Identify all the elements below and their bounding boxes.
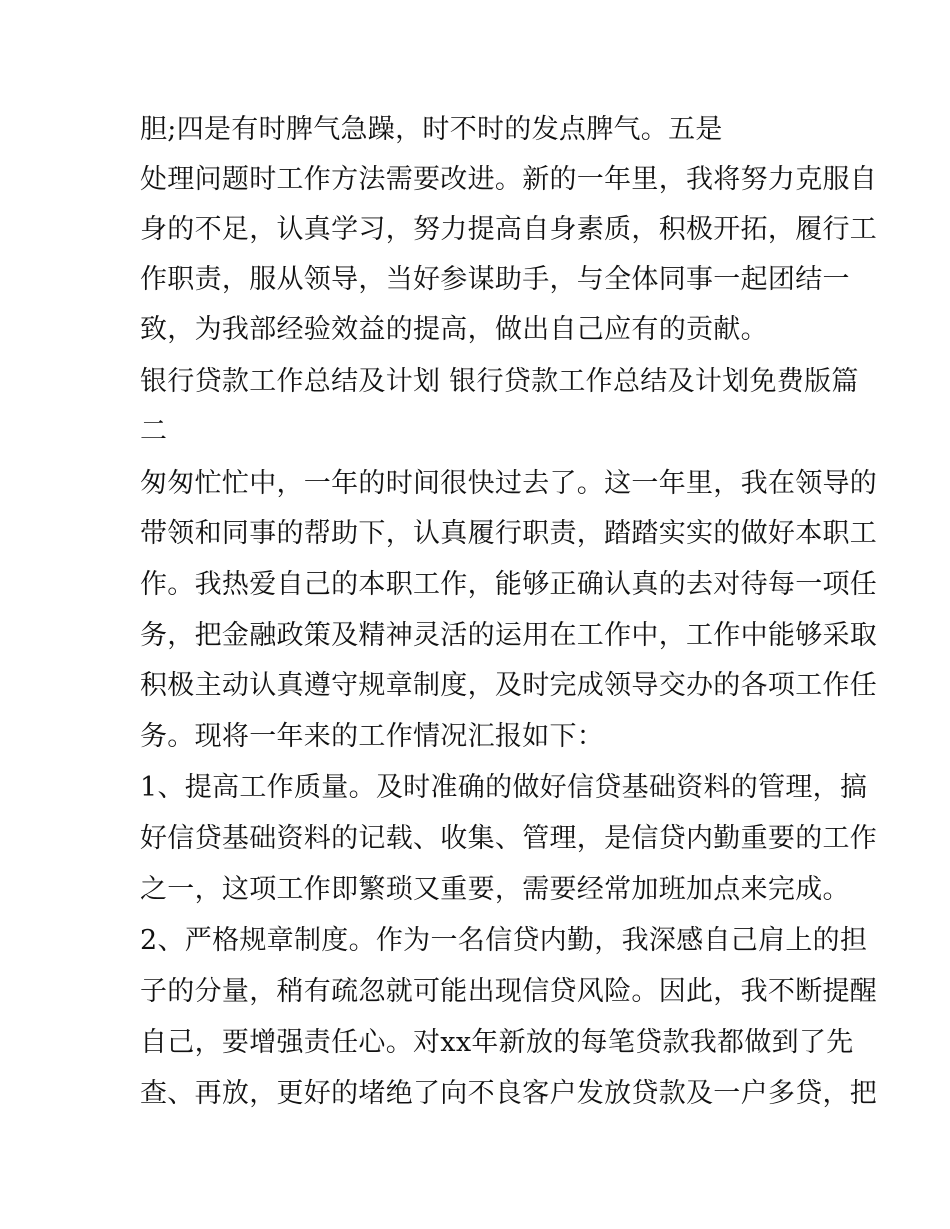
text-line-19: 自己，要增强责任心。对xx年新放的每笔贷款我都做到了先 (140, 1027, 854, 1058)
text-line-20: 查、再放，更好的堵绝了向不良客户发放贷款及一户多贷，把 (140, 1078, 878, 1109)
text-line-3: 身的不足，认真学习，努力提高自身素质，积极开拓，履行工 (140, 214, 878, 245)
text-line-1: 胆;四是有时脾气急躁，时不时的发点脾气。五是 (140, 114, 723, 145)
text-line-12: 积极主动认真遵守规章制度，及时完成领导交办的各项工作任 (140, 670, 878, 701)
text-line-5: 致，为我部经验效益的提高，做出自己应有的贡献。 (140, 314, 768, 345)
heading-line-1: 银行贷款工作总结及计划 银行贷款工作总结及计划免费版篇 (140, 366, 859, 397)
text-line-16: 之一，这项工作即繁琐又重要，需要经常加班加点来完成。 (140, 874, 850, 905)
text-line-14: 1、提高工作质量。及时准确的做好信贷基础资料的管理，搞 (140, 772, 868, 803)
text-line-4: 作职责，服从领导，当好参谋助手，与全体同事一起团结一 (140, 264, 850, 295)
text-line-10: 作。我热爱自己的本职工作，能够正确认真的去对待每一项任 (140, 569, 878, 600)
text-line-8: 匆匆忙忙中，一年的时间很快过去了。这一年里，我在领导的 (140, 468, 878, 499)
text-line-9: 带领和同事的帮助下，认真履行职责，踏踏实实的做好本职工 (140, 518, 878, 549)
text-line-18: 子的分量，稍有疏忽就可能出现信贷风险。因此，我不断提醒 (140, 976, 878, 1007)
text-line-17: 2、严格规章制度。作为一名信贷内勤，我深感自己肩上的担 (140, 925, 868, 956)
heading-line-2: 二 (140, 416, 168, 447)
text-line-2: 处理问题时工作方法需要改进。新的一年里，我将努力克服自 (140, 164, 878, 195)
text-line-11: 务，把金融政策及精神灵活的运用在工作中，工作中能够采取 (140, 620, 878, 651)
text-line-15: 好信贷基础资料的记载、收集、管理，是信贷内勤重要的工作 (140, 823, 878, 854)
text-line-13: 务。现将一年来的工作情况汇报如下： (140, 721, 605, 752)
